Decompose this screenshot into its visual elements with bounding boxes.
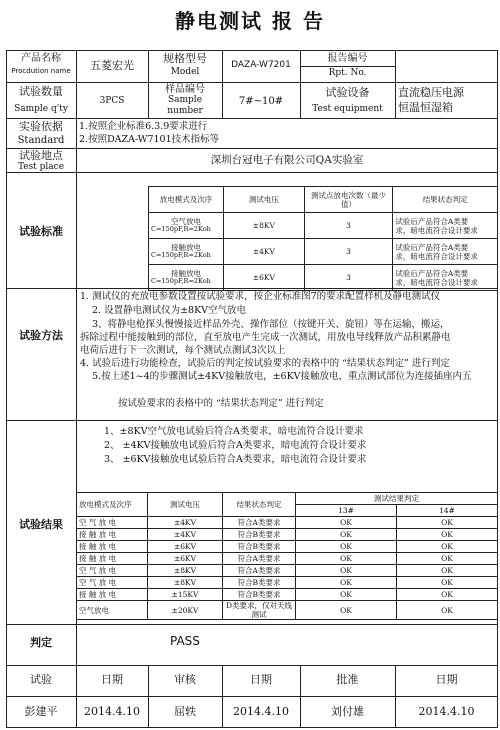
method-line-7: 5.按上述1~4的步骤测试±4KV接触放电，±6KV接触放电，重点测试部位为连接插座内五: [92, 371, 472, 382]
sample-number-label: 样品编号: [165, 84, 205, 95]
sign-tester: 彭建平: [24, 705, 58, 718]
std-voltage-1: ±8KV: [223, 213, 304, 239]
sign-header-date-2: 日期: [250, 673, 272, 686]
res-judge: 符合A类要求: [223, 517, 296, 529]
std-mode-1: 空气放电: [170, 217, 201, 227]
std-result-2a: 试验后产品符合A类要: [395, 242, 469, 252]
std-result-3b: 求，暗电流符合设计要求: [395, 277, 478, 287]
res-14: OK: [397, 517, 498, 529]
sign-header-approver: 批准: [336, 673, 359, 686]
table-row: [77, 541, 498, 553]
results-summary-1: 1、±8KV空气放电试验后符合A类要求，暗电流符合设计要求: [104, 426, 364, 437]
product-name-label: 产品名称: [21, 53, 61, 64]
res-14: OK: [397, 577, 498, 589]
table-row: [77, 577, 498, 589]
res-13: OK: [296, 529, 397, 541]
res-judge: 符合B类要求: [223, 589, 296, 601]
res-mode: 空 气 放 电: [77, 565, 148, 577]
res-voltage: ±8KV: [148, 577, 223, 589]
res-13: OK: [296, 577, 397, 589]
sample-number-label-en1: Sample: [167, 95, 203, 105]
standard-label: 实验依据: [19, 120, 63, 133]
res-voltage: ±6KV: [148, 541, 223, 553]
sign-date-2: 2014.4.10: [233, 705, 289, 718]
standard-table: [148, 186, 498, 291]
report-no-label: 报告编号: [327, 53, 368, 64]
res-header-result: 测试结果判定: [296, 493, 498, 505]
res-voltage: ±4KV: [148, 517, 223, 529]
res-header-14: 14#: [397, 505, 498, 517]
res-header-voltage: 测试电压: [148, 493, 223, 517]
table-row: [77, 529, 498, 541]
model-label: 规格型号: [163, 52, 207, 65]
method-line-4: 拆除过程中能接触到的部位，直至放电产生完成一次测试，用放电导线释放产品积累静电: [80, 332, 451, 343]
std-mode-3: 接触放电: [170, 269, 201, 279]
res-judge: 符合A类要求: [223, 553, 296, 565]
equipment-value-1: 直流稳压电源: [398, 86, 464, 99]
results-summary-3: 3、 ±6KV接触放电试验后符合A类要求，暗电流符合设计要求: [104, 454, 367, 465]
product-name-value: 五菱宏光: [90, 59, 134, 72]
table-row: [77, 601, 498, 620]
res-13: OK: [296, 589, 397, 601]
res-voltage: ±6KV: [148, 553, 223, 565]
standard-row: [149, 213, 498, 239]
product-name-label-en: Procdution name: [11, 67, 71, 75]
res-mode: 接 触 放 电: [77, 589, 148, 601]
sign-header-date-3: 日期: [435, 673, 458, 686]
res-mode: 接 触 放 电: [77, 553, 148, 565]
std-mode-2: 接触放电: [170, 243, 201, 253]
report-title: 静电测试 报 告: [175, 9, 325, 33]
test-place-label: 试验地点: [19, 149, 63, 162]
res-mode: 空 气 放 电: [77, 577, 148, 589]
res-header-mode: 放电模式及次序: [77, 493, 148, 517]
method-line-6: 4. 试验后进行功能检查，试验后的判定按试验要求的表格中的 “结果状态判定” 进行判定: [80, 358, 450, 369]
res-14: OK: [397, 541, 498, 553]
res-judge: 符合A类要求: [223, 565, 296, 577]
test-method-label: 试验方法: [19, 329, 63, 342]
equipment-value-2: 恒温恒湿箱: [398, 101, 453, 114]
std-result-1a: 试验后产品符合A类要: [395, 216, 469, 226]
equipment-label: 试验设备: [325, 86, 370, 99]
std-voltage-2: ±4KV: [223, 239, 304, 265]
quantity-value: 3PCS: [99, 96, 125, 106]
res-13: OK: [296, 553, 397, 565]
res-judge: D类要求，仅对天线测试: [223, 601, 296, 620]
res-judge: 符合B类要求: [223, 577, 296, 589]
standard-header-row: [149, 187, 498, 213]
sign-reviewer: 屈轶: [174, 705, 196, 718]
res-voltage: ±15KV: [148, 589, 223, 601]
results-table: [76, 492, 498, 620]
method-line-2: 2. 设置静电测试仪为±8KV空气放电: [92, 305, 247, 316]
res-header-13: 13#: [296, 505, 397, 517]
model-value: DAZA-W7201: [231, 60, 291, 70]
results-header-row: [77, 493, 498, 505]
standard-row: [149, 265, 498, 291]
res-voltage: ±4KV: [148, 529, 223, 541]
quantity-label-en: Sample q'ty: [14, 104, 68, 114]
res-header-judge: 结果状态判定: [223, 493, 296, 517]
std-header-voltage: 测试电压: [223, 187, 304, 213]
quantity-label: 试验数量: [19, 85, 63, 98]
table-row: [77, 517, 498, 529]
standard-line-1: 1.按照企业标准6.3.9要求进行: [79, 121, 208, 132]
sample-number-value: 7#~10#: [238, 96, 284, 107]
res-13: OK: [296, 517, 397, 529]
test-standard-label: 试验标准: [19, 225, 63, 238]
res-14: OK: [397, 601, 498, 620]
table-row: [77, 553, 498, 565]
std-header-count: 测试点放电次数（最少值）: [304, 187, 393, 213]
std-result-1b: 求，暗电流符合设计要求: [395, 225, 478, 235]
std-count-2: 3: [304, 239, 393, 265]
sign-header-reviewer: 审核: [174, 673, 196, 686]
standard-label-en: Standard: [17, 135, 65, 146]
verdict-label: 判定: [30, 636, 52, 649]
method-line-5: 电荷后进行下一次测试，每个测试点测试3次以上: [80, 345, 286, 356]
res-13: OK: [296, 601, 397, 620]
std-mode-1-param: C=150pF,R=2Koh: [151, 225, 211, 234]
sign-date-3: 2014.4.10: [418, 705, 475, 718]
test-place-value: 深圳台冠电子有限公司QA实验室: [210, 154, 364, 166]
std-result-2b: 求，暗电流符合设计要求: [395, 251, 478, 261]
res-13: OK: [296, 541, 397, 553]
res-14: OK: [397, 553, 498, 565]
verdict-value: PASS: [170, 634, 200, 648]
sign-date-1: 2014.4.10: [84, 705, 140, 718]
std-mode-3-param: C=150pF,R=2Koh: [151, 277, 211, 286]
res-voltage: ±20KV: [148, 601, 223, 620]
std-header-result: 结果状态判定: [393, 187, 498, 213]
res-mode: 接 触 放 电: [77, 541, 148, 553]
res-mode: 接 触 放 电: [77, 529, 148, 541]
sign-header-date-1: 日期: [101, 673, 123, 686]
res-13: OK: [296, 565, 397, 577]
std-result-3a: 试验后产品符合A类要: [395, 268, 469, 278]
sign-header-tester: 试验: [30, 673, 52, 686]
method-line-1: 1. 测试仪的充放电参数设置按试验要求，按企业标准图7的要求配置样机及静电测试仪: [80, 291, 441, 302]
table-row: [77, 589, 498, 601]
equipment-label-en: Test equipment: [312, 104, 383, 114]
res-14: OK: [397, 565, 498, 577]
res-voltage: ±8KV: [148, 565, 223, 577]
test-results-label: 试验结果: [19, 518, 63, 531]
res-judge: 符合B类要求: [223, 541, 296, 553]
sign-approver: 刘付雄: [331, 705, 364, 718]
res-judge: 符合B类要求: [223, 529, 296, 541]
std-count-3: 3: [304, 265, 393, 291]
std-mode-2-param: C=150pF,R=2Koh: [151, 251, 211, 260]
test-place-label-en: Test place: [17, 162, 65, 172]
res-14: OK: [397, 589, 498, 601]
form-frame: [6, 50, 498, 728]
model-label-en: Model: [170, 67, 200, 77]
std-voltage-3: ±6KV: [223, 265, 304, 291]
sample-number-label-en2: number: [167, 106, 203, 116]
standard-row: [149, 239, 498, 265]
std-header-mode: 放电模式及次序: [149, 187, 224, 213]
res-mode: 空气放电: [77, 601, 148, 620]
report-no-label-en: Rpt. No.: [328, 68, 367, 78]
res-14: OK: [397, 529, 498, 541]
method-line-8: 按试验要求的表格中的 “结果状态判定” 进行判定: [118, 398, 324, 409]
std-count-1: 3: [304, 213, 393, 239]
method-line-3: 3、将静电枪探头慢慢接近样品外壳、操作部位（按键开关、旋钮）等在运输，搬运，: [92, 319, 450, 330]
res-mode: 空 气 放 电: [77, 517, 148, 529]
standard-line-2: 2.按照DAZA-W7101技术指标等: [79, 134, 220, 145]
results-summary-2: 2、 ±4KV接触放电试验后符合A类要求，暗电流符合设计要求: [104, 440, 367, 451]
table-row: [77, 565, 498, 577]
